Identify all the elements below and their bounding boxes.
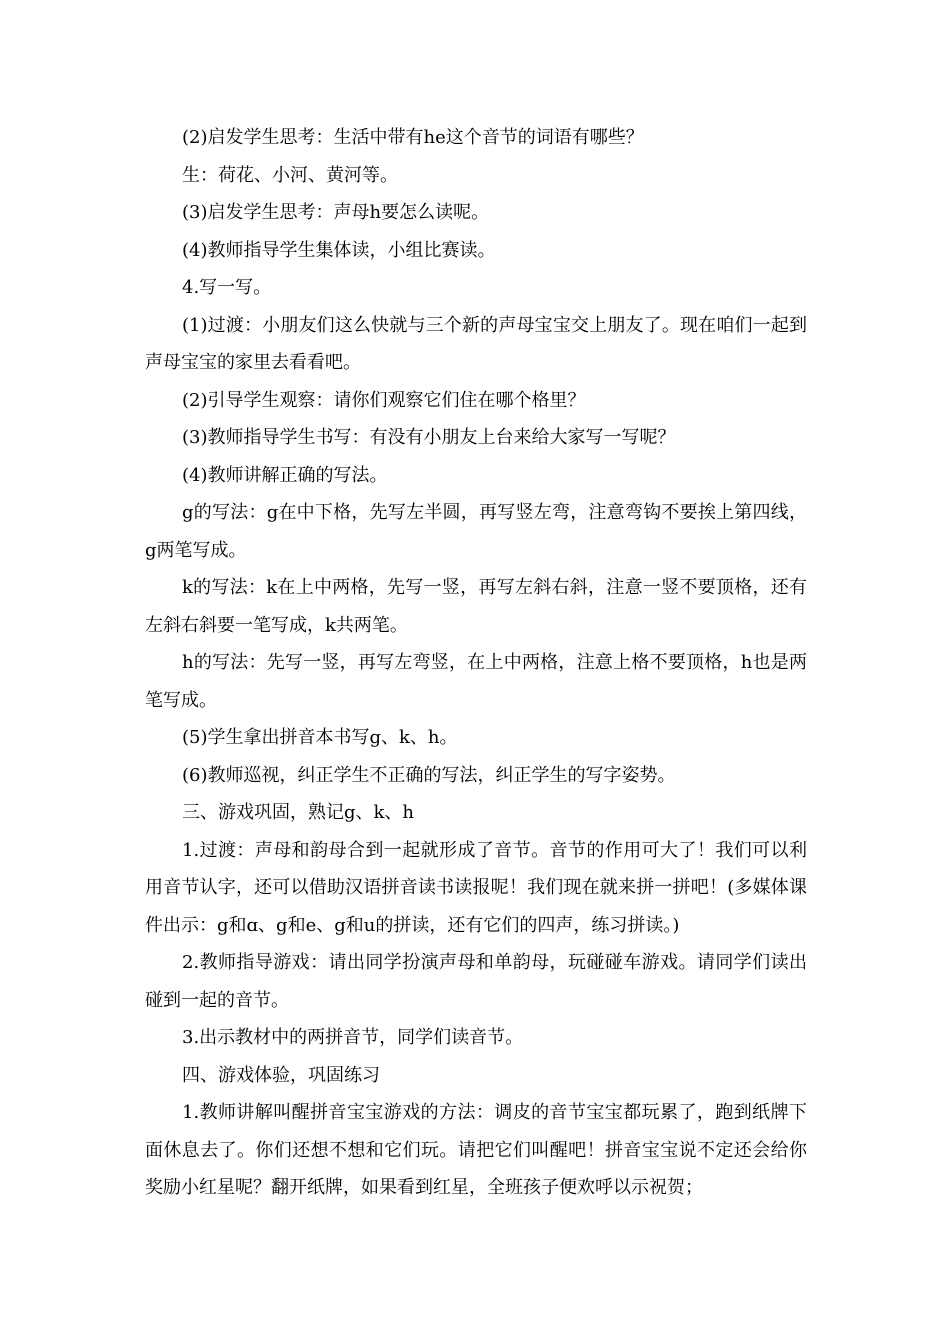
document-body [145, 119, 807, 1207]
paragraph: 2.教师指导游戏：请出同学扮演声母和单韵母，玩碰碰车游戏。请同学们读出碰到一起的音节。 [145, 952, 807, 1011]
paragraph: 生：荷花、小河、黄河等。 [182, 164, 398, 186]
paragraph: (4)教师指导学生集体读，小组比赛读。 [182, 239, 496, 261]
paragraph: (3)启发学生思考：声母h要怎么读呢。 [182, 202, 490, 223]
paragraph: k的写法：k在上中两格，先写一竖，再写左斜右斜，注意一竖不要顶格，还有左斜右斜要一笔写成，k共两笔。 [145, 577, 807, 636]
paragraph: (1)过渡：小朋友们这么快就与三个新的声母宝宝交上朋友了。现在咱们一起到声母宝宝的家里去看看吧。 [145, 314, 807, 373]
paragraph: 1.教师讲解叫醒拼音宝宝游戏的方法：调皮的音节宝宝都玩累了，跑到纸牌下面休息去了。你们还想不想和它们玩。请把它们叫醒吧！拼音宝宝说不定还会给你奖励小红星呢？翻开纸牌，如果看到红星，全班孩子便欢呼以示祝贺； [145, 1102, 807, 1198]
paragraph: 3.出示教材中的两拼音节，同学们读音节。 [182, 1027, 524, 1048]
paragraph: g的写法：g在中下格，先写左半圆，再写竖左弯，注意弯钩不要挨上第四线，g两笔写成。 [145, 502, 807, 561]
section-heading: 三、游戏巩固，熟记g、k、h [182, 802, 415, 823]
section-heading: 四、游戏体验，巩固练习 [182, 1064, 380, 1086]
paragraph: (4)教师讲解正确的写法。 [182, 464, 388, 486]
paragraph: (5)学生拿出拼音本书写g、k、h。 [182, 727, 458, 748]
paragraph: 4.写一写。 [182, 277, 272, 298]
paragraph: (2)启发学生思考：生活中带有he这个音节的词语有哪些？ [182, 127, 644, 148]
paragraph: (6)教师巡视，纠正学生不正确的写法，纠正学生的写字姿势。 [182, 764, 676, 786]
paragraph: 1.过渡：声母和韵母合到一起就形成了音节。音节的作用可大了！我们可以利用音节认字，还可以借助汉语拼音读书读报呢！我们现在就来拼一拼吧！(多媒体课件出示：g和ɑ、g和e、g和u的拼读，还有它们的四声，练习拼读。) [145, 839, 807, 936]
paragraph: (2)引导学生观察：请你们观察它们住在哪个格里？ [182, 389, 586, 411]
paragraph: (3)教师指导学生书写：有没有小朋友上台来给大家写一写呢？ [182, 427, 676, 448]
paragraph: h的写法：先写一竖，再写左弯竖，在上中两格，注意上格不要顶格，h也是两笔写成。 [145, 652, 807, 711]
